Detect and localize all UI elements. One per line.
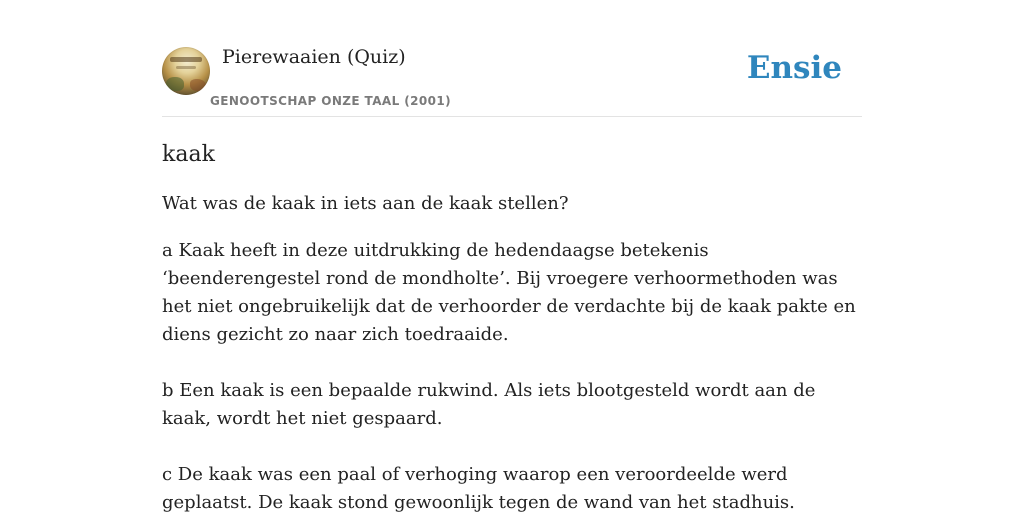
entry-term: kaak [162, 142, 215, 167]
source-header [162, 44, 862, 117]
ensie-logo-link[interactable]: Ensie [746, 50, 842, 86]
publisher-label: GENOOTSCHAP ONZE TAAL (2001) [210, 94, 451, 108]
answer-option-c: c De kaak was een paal of verhoging waarop een veroordeelde werd geplaatst. De kaak stond gewoonlijk tegen de wand van het stadhuis. [162, 464, 795, 512]
cover-illustration-right [190, 79, 206, 91]
answer-option-a: a Kaak heeft in deze uitdrukking de hedendaagse betekenis ‘beenderengestel rond de mondholte’. Bij vroegere verhoormethoden was het niet ongebruikelijk dat de verhoorder de verdachte bij de kaak pakte en diens gezicht zo naar zich toedraaide. [162, 240, 856, 345]
book-cover-icon[interactable] [162, 47, 210, 95]
quiz-question: Wat was de kaak in iets aan de kaak stellen? [162, 193, 569, 214]
entry-content [162, 138, 872, 512]
answer-option-b: b Een kaak is een bepaalde rukwind. Als iets blootgesteld wordt aan de kaak, wordt het niet gespaard. [162, 380, 816, 429]
cover-title-band [170, 57, 202, 62]
source-title-link[interactable]: Pierewaaien (Quiz) [222, 46, 406, 68]
cover-subtitle-band [176, 66, 196, 69]
cover-illustration-left [166, 77, 184, 91]
